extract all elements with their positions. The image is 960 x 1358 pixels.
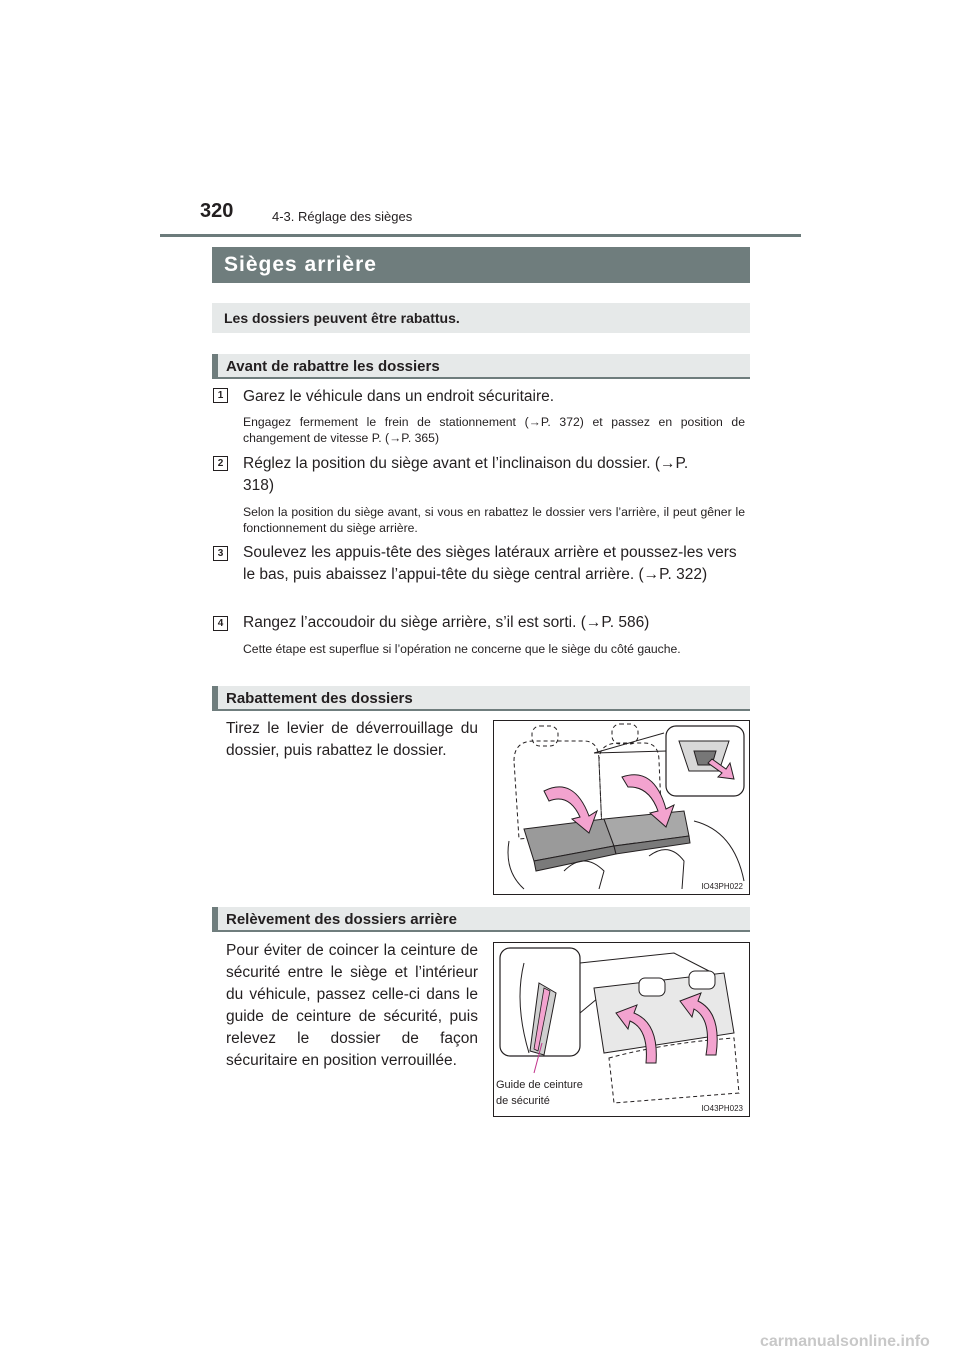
folding-heading <box>212 686 750 711</box>
belt-guide-label-1: Guide de ceinture <box>496 1079 583 1091</box>
step-4-text: Rangez l’accoudoir du siège arrière, s’il est sorti. (→P. 586) <box>243 614 650 631</box>
step-number-4: 4 <box>213 616 228 631</box>
raising-figure <box>493 942 750 1117</box>
before-heading <box>212 354 750 379</box>
seat-folding-illustration <box>494 721 749 894</box>
chapter-title: 4-3. Réglage des sièges <box>272 209 413 224</box>
step-2-note: Selon la position du siège avant, si vous en rabattez le dossier vers l’arrière, il peut gêner le fonctionnement du siège arrière. <box>243 505 745 535</box>
raising-heading-text: Relèvement des dossiers arrière <box>226 911 457 928</box>
page-number: 320 <box>200 200 234 222</box>
raising-text: Pour éviter de coincer la ceinture de sécurité entre le siège et l’intérieur du véhicule, passez celle-ci dans le guide de ceinture de sécurité, puis relevez le dossier de façon sécuritaire en position verrouillée. <box>226 942 478 1069</box>
folding-figure-code: IO43PH022 <box>701 882 743 891</box>
step-number-3: 3 <box>213 546 228 561</box>
step-2-text: Réglez la position du siège avant et l’inclinaison du dossier. (→P. 318) <box>243 455 689 494</box>
header-rule <box>160 234 801 237</box>
raising-heading <box>212 907 750 932</box>
step-number-2: 2 <box>213 456 228 471</box>
step-1-text: Garez le véhicule dans un endroit sécuritaire. <box>243 388 555 405</box>
before-heading-text: Avant de rabattre les dossiers <box>226 358 440 375</box>
step-3-text: Soulevez les appuis-tête des sièges latéraux arrière et poussez-les vers le bas, puis abaissez l’appui-tête du siège central arrière. (→P. 322) <box>243 544 737 583</box>
raising-figure-code: IO43PH023 <box>701 1104 743 1113</box>
intro-bar <box>212 303 750 333</box>
folding-text: Tirez le levier de déverrouillage du dossier, puis rabattez le dossier. <box>226 720 478 759</box>
step-number-1: 1 <box>213 388 228 403</box>
section-title-bar <box>212 247 750 283</box>
belt-guide-label-2: de sécurité <box>496 1095 550 1107</box>
step-1-note: Engagez fermement le frein de stationnement (→P. 372) et passez en position de changement de vitesse P. (→P. 365) <box>243 415 745 445</box>
section-title: Sièges arrière <box>224 253 377 276</box>
footer-watermark: carmanualsonline.info <box>760 1333 930 1350</box>
folding-figure <box>493 720 750 895</box>
step-4-note: Cette étape est superflue si l’opération ne concerne que le siège du côté gauche. <box>243 642 681 656</box>
folding-heading-text: Rabattement des dossiers <box>226 690 413 707</box>
intro-text: Les dossiers peuvent être rabattus. <box>224 310 460 326</box>
